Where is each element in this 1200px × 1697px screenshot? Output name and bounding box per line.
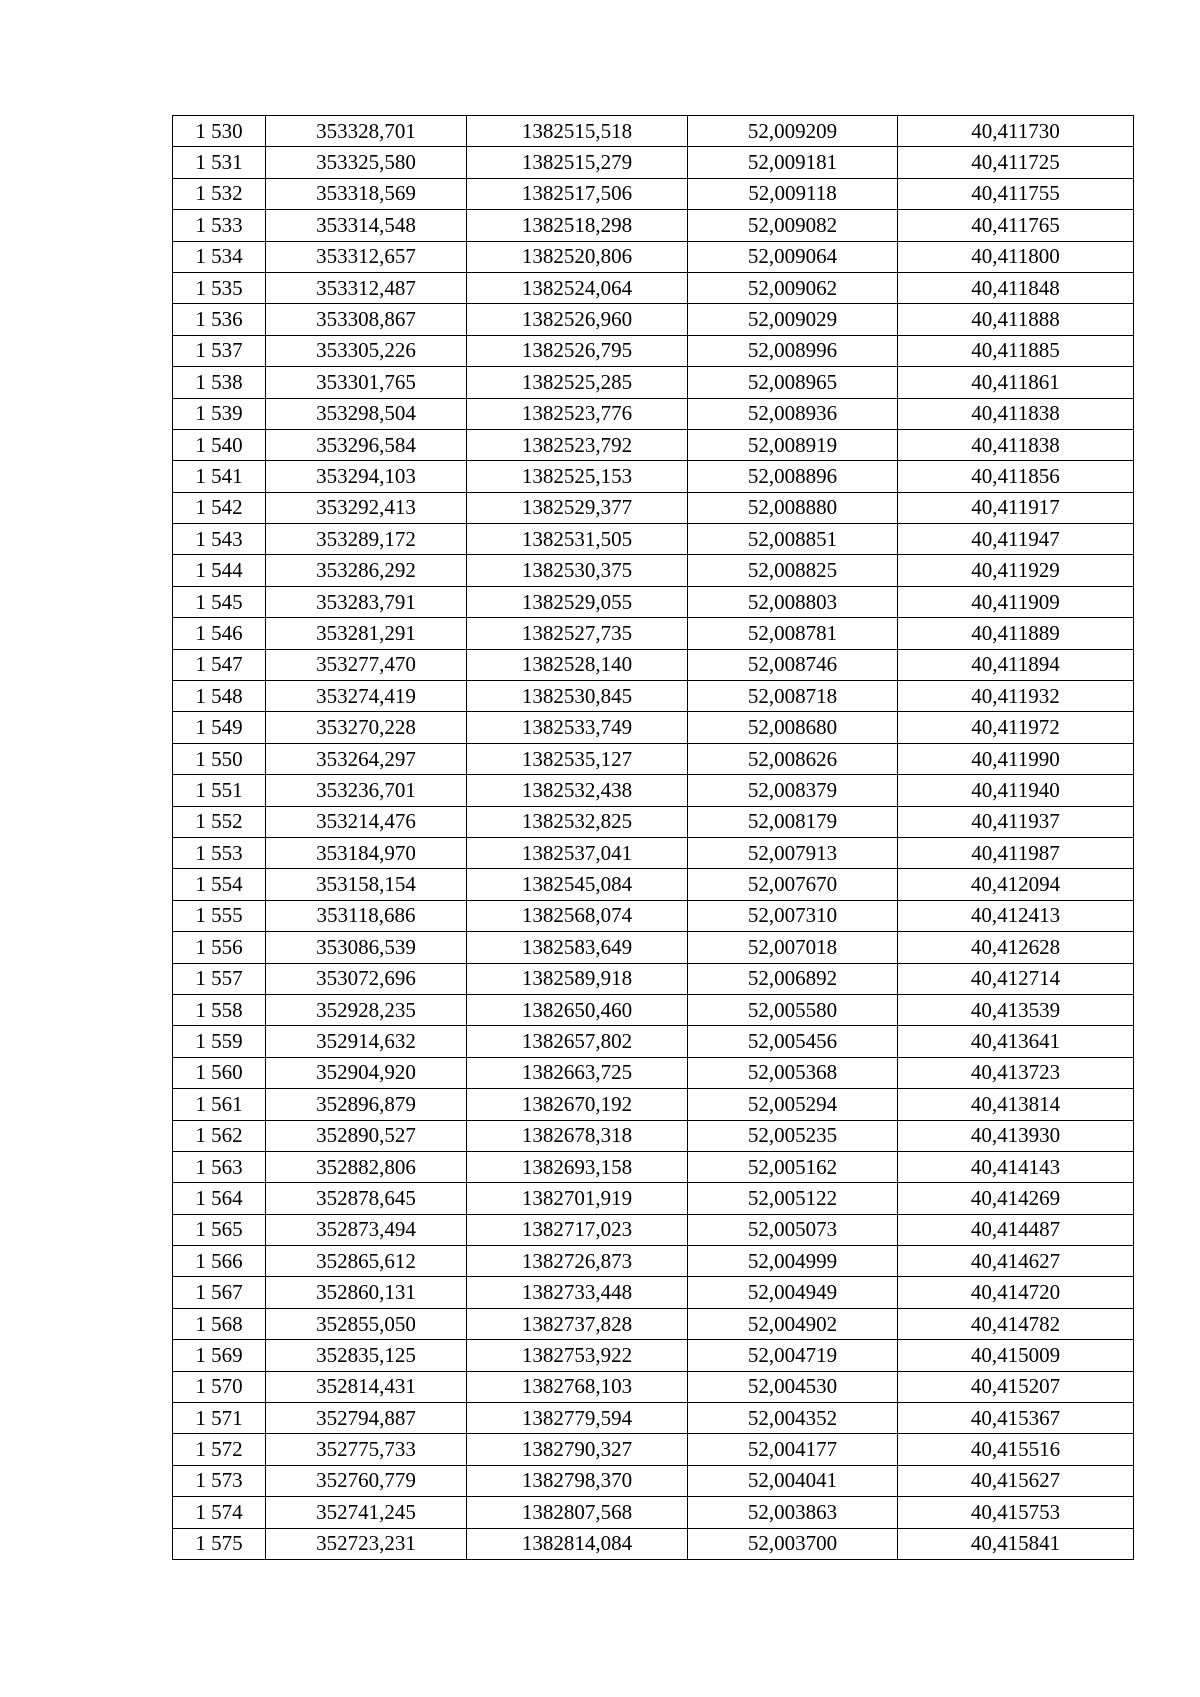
x-coordinate-cell: 353283,791 — [266, 586, 467, 617]
y-coordinate-cell: 1382532,825 — [467, 806, 688, 837]
table-row — [173, 461, 1134, 492]
point-number-cell: 1 541 — [173, 461, 266, 492]
x-coordinate-cell: 353274,419 — [266, 681, 467, 712]
table-row — [173, 524, 1134, 555]
x-coordinate-cell: 353072,696 — [266, 963, 467, 994]
latitude-cell: 52,008379 — [688, 775, 898, 806]
coordinates-table — [172, 115, 1134, 1560]
x-coordinate-cell: 353298,504 — [266, 398, 467, 429]
y-coordinate-cell: 1382733,448 — [467, 1277, 688, 1308]
y-coordinate-cell: 1382530,845 — [467, 681, 688, 712]
latitude-cell: 52,009064 — [688, 241, 898, 272]
longitude-cell: 40,411838 — [898, 398, 1134, 429]
table-row — [173, 806, 1134, 837]
y-coordinate-cell: 1382814,084 — [467, 1528, 688, 1559]
x-coordinate-cell: 353325,580 — [266, 147, 467, 178]
table-row — [173, 1528, 1134, 1559]
y-coordinate-cell: 1382515,279 — [467, 147, 688, 178]
point-number-cell: 1 546 — [173, 618, 266, 649]
longitude-cell: 40,411725 — [898, 147, 1134, 178]
point-number-cell: 1 534 — [173, 241, 266, 272]
longitude-cell: 40,412628 — [898, 932, 1134, 963]
longitude-cell: 40,413641 — [898, 1026, 1134, 1057]
longitude-cell: 40,413814 — [898, 1089, 1134, 1120]
point-number-cell: 1 551 — [173, 775, 266, 806]
latitude-cell: 52,004999 — [688, 1246, 898, 1277]
table-row — [173, 586, 1134, 617]
y-coordinate-cell: 1382517,506 — [467, 178, 688, 209]
x-coordinate-cell: 353086,539 — [266, 932, 467, 963]
x-coordinate-cell: 352896,879 — [266, 1089, 467, 1120]
latitude-cell: 52,008896 — [688, 461, 898, 492]
x-coordinate-cell: 353328,701 — [266, 116, 467, 147]
table-row — [173, 147, 1134, 178]
longitude-cell: 40,411856 — [898, 461, 1134, 492]
table-row — [173, 1497, 1134, 1528]
x-coordinate-cell: 353305,226 — [266, 335, 467, 366]
longitude-cell: 40,411972 — [898, 712, 1134, 743]
table-row — [173, 492, 1134, 523]
latitude-cell: 52,008936 — [688, 398, 898, 429]
x-coordinate-cell: 352928,235 — [266, 994, 467, 1025]
latitude-cell: 52,004902 — [688, 1308, 898, 1339]
latitude-cell: 52,008825 — [688, 555, 898, 586]
point-number-cell: 1 536 — [173, 304, 266, 335]
y-coordinate-cell: 1382657,802 — [467, 1026, 688, 1057]
latitude-cell: 52,008746 — [688, 649, 898, 680]
y-coordinate-cell: 1382790,327 — [467, 1434, 688, 1465]
y-coordinate-cell: 1382530,375 — [467, 555, 688, 586]
x-coordinate-cell: 353236,701 — [266, 775, 467, 806]
table-row — [173, 1340, 1134, 1371]
table-row — [173, 681, 1134, 712]
latitude-cell: 52,005456 — [688, 1026, 898, 1057]
y-coordinate-cell: 1382532,438 — [467, 775, 688, 806]
x-coordinate-cell: 352723,231 — [266, 1528, 467, 1559]
longitude-cell: 40,414487 — [898, 1214, 1134, 1245]
latitude-cell: 52,005122 — [688, 1183, 898, 1214]
x-coordinate-cell: 352775,733 — [266, 1434, 467, 1465]
y-coordinate-cell: 1382737,828 — [467, 1308, 688, 1339]
y-coordinate-cell: 1382520,806 — [467, 241, 688, 272]
y-coordinate-cell: 1382663,725 — [467, 1057, 688, 1088]
x-coordinate-cell: 353286,292 — [266, 555, 467, 586]
y-coordinate-cell: 1382583,649 — [467, 932, 688, 963]
point-number-cell: 1 562 — [173, 1120, 266, 1151]
latitude-cell: 52,004352 — [688, 1403, 898, 1434]
longitude-cell: 40,414782 — [898, 1308, 1134, 1339]
point-number-cell: 1 557 — [173, 963, 266, 994]
longitude-cell: 40,411800 — [898, 241, 1134, 272]
x-coordinate-cell: 353270,228 — [266, 712, 467, 743]
latitude-cell: 52,004530 — [688, 1371, 898, 1402]
point-number-cell: 1 569 — [173, 1340, 266, 1371]
point-number-cell: 1 532 — [173, 178, 266, 209]
y-coordinate-cell: 1382537,041 — [467, 837, 688, 868]
point-number-cell: 1 561 — [173, 1089, 266, 1120]
latitude-cell: 52,004949 — [688, 1277, 898, 1308]
x-coordinate-cell: 353118,686 — [266, 900, 467, 931]
y-coordinate-cell: 1382701,919 — [467, 1183, 688, 1214]
longitude-cell: 40,414143 — [898, 1151, 1134, 1182]
longitude-cell: 40,413723 — [898, 1057, 1134, 1088]
table-row — [173, 837, 1134, 868]
y-coordinate-cell: 1382678,318 — [467, 1120, 688, 1151]
table-row — [173, 398, 1134, 429]
longitude-cell: 40,411929 — [898, 555, 1134, 586]
x-coordinate-cell: 353277,470 — [266, 649, 467, 680]
table-row — [173, 775, 1134, 806]
x-coordinate-cell: 352914,632 — [266, 1026, 467, 1057]
table-row — [173, 649, 1134, 680]
point-number-cell: 1 530 — [173, 116, 266, 147]
longitude-cell: 40,412094 — [898, 869, 1134, 900]
longitude-cell: 40,412413 — [898, 900, 1134, 931]
point-number-cell: 1 545 — [173, 586, 266, 617]
y-coordinate-cell: 1382523,792 — [467, 429, 688, 460]
longitude-cell: 40,415009 — [898, 1340, 1134, 1371]
x-coordinate-cell: 353281,291 — [266, 618, 467, 649]
table-row — [173, 1403, 1134, 1434]
latitude-cell: 52,008851 — [688, 524, 898, 555]
longitude-cell: 40,412714 — [898, 963, 1134, 994]
table-row — [173, 304, 1134, 335]
latitude-cell: 52,008781 — [688, 618, 898, 649]
longitude-cell: 40,411987 — [898, 837, 1134, 868]
x-coordinate-cell: 352855,050 — [266, 1308, 467, 1339]
point-number-cell: 1 544 — [173, 555, 266, 586]
longitude-cell: 40,411917 — [898, 492, 1134, 523]
longitude-cell: 40,411932 — [898, 681, 1134, 712]
longitude-cell: 40,415207 — [898, 1371, 1134, 1402]
point-number-cell: 1 574 — [173, 1497, 266, 1528]
point-number-cell: 1 564 — [173, 1183, 266, 1214]
table-row — [173, 272, 1134, 303]
latitude-cell: 52,004177 — [688, 1434, 898, 1465]
latitude-cell: 52,004041 — [688, 1465, 898, 1496]
y-coordinate-cell: 1382693,158 — [467, 1151, 688, 1182]
longitude-cell: 40,415627 — [898, 1465, 1134, 1496]
y-coordinate-cell: 1382535,127 — [467, 743, 688, 774]
longitude-cell: 40,411848 — [898, 272, 1134, 303]
table-row — [173, 1026, 1134, 1057]
latitude-cell: 52,009118 — [688, 178, 898, 209]
table-row — [173, 178, 1134, 209]
latitude-cell: 52,008880 — [688, 492, 898, 523]
longitude-cell: 40,411755 — [898, 178, 1134, 209]
point-number-cell: 1 543 — [173, 524, 266, 555]
longitude-cell: 40,411861 — [898, 367, 1134, 398]
point-number-cell: 1 573 — [173, 1465, 266, 1496]
longitude-cell: 40,411937 — [898, 806, 1134, 837]
point-number-cell: 1 566 — [173, 1246, 266, 1277]
latitude-cell: 52,008965 — [688, 367, 898, 398]
point-number-cell: 1 555 — [173, 900, 266, 931]
latitude-cell: 52,008996 — [688, 335, 898, 366]
table-row — [173, 1434, 1134, 1465]
y-coordinate-cell: 1382523,776 — [467, 398, 688, 429]
point-number-cell: 1 552 — [173, 806, 266, 837]
point-number-cell: 1 550 — [173, 743, 266, 774]
table-row — [173, 335, 1134, 366]
latitude-cell: 52,009209 — [688, 116, 898, 147]
longitude-cell: 40,411894 — [898, 649, 1134, 680]
x-coordinate-cell: 353158,154 — [266, 869, 467, 900]
point-number-cell: 1 533 — [173, 210, 266, 241]
point-number-cell: 1 556 — [173, 932, 266, 963]
x-coordinate-cell: 352873,494 — [266, 1214, 467, 1245]
x-coordinate-cell: 352882,806 — [266, 1151, 467, 1182]
x-coordinate-cell: 353296,584 — [266, 429, 467, 460]
y-coordinate-cell: 1382779,594 — [467, 1403, 688, 1434]
table-row — [173, 932, 1134, 963]
longitude-cell: 40,414269 — [898, 1183, 1134, 1214]
latitude-cell: 52,005294 — [688, 1089, 898, 1120]
point-number-cell: 1 565 — [173, 1214, 266, 1245]
longitude-cell: 40,411889 — [898, 618, 1134, 649]
table-row — [173, 1183, 1134, 1214]
longitude-cell: 40,411947 — [898, 524, 1134, 555]
point-number-cell: 1 567 — [173, 1277, 266, 1308]
y-coordinate-cell: 1382524,064 — [467, 272, 688, 303]
point-number-cell: 1 575 — [173, 1528, 266, 1559]
longitude-cell: 40,415516 — [898, 1434, 1134, 1465]
longitude-cell: 40,411990 — [898, 743, 1134, 774]
latitude-cell: 52,005580 — [688, 994, 898, 1025]
table-row — [173, 555, 1134, 586]
y-coordinate-cell: 1382545,084 — [467, 869, 688, 900]
table-row — [173, 1371, 1134, 1402]
table-row — [173, 1057, 1134, 1088]
y-coordinate-cell: 1382670,192 — [467, 1089, 688, 1120]
table-row — [173, 1089, 1134, 1120]
latitude-cell: 52,005073 — [688, 1214, 898, 1245]
x-coordinate-cell: 353264,297 — [266, 743, 467, 774]
point-number-cell: 1 547 — [173, 649, 266, 680]
y-coordinate-cell: 1382526,795 — [467, 335, 688, 366]
table-row — [173, 618, 1134, 649]
x-coordinate-cell: 353301,765 — [266, 367, 467, 398]
latitude-cell: 52,009029 — [688, 304, 898, 335]
x-coordinate-cell: 352890,527 — [266, 1120, 467, 1151]
table-row — [173, 1308, 1134, 1339]
table-row — [173, 994, 1134, 1025]
x-coordinate-cell: 352904,920 — [266, 1057, 467, 1088]
x-coordinate-cell: 353292,413 — [266, 492, 467, 523]
point-number-cell: 1 563 — [173, 1151, 266, 1182]
y-coordinate-cell: 1382798,370 — [467, 1465, 688, 1496]
point-number-cell: 1 560 — [173, 1057, 266, 1088]
y-coordinate-cell: 1382533,749 — [467, 712, 688, 743]
y-coordinate-cell: 1382807,568 — [467, 1497, 688, 1528]
table-row — [173, 743, 1134, 774]
latitude-cell: 52,007018 — [688, 932, 898, 963]
point-number-cell: 1 553 — [173, 837, 266, 868]
point-number-cell: 1 558 — [173, 994, 266, 1025]
longitude-cell: 40,411888 — [898, 304, 1134, 335]
latitude-cell: 52,008179 — [688, 806, 898, 837]
latitude-cell: 52,008919 — [688, 429, 898, 460]
y-coordinate-cell: 1382768,103 — [467, 1371, 688, 1402]
point-number-cell: 1 535 — [173, 272, 266, 303]
latitude-cell: 52,008803 — [688, 586, 898, 617]
y-coordinate-cell: 1382527,735 — [467, 618, 688, 649]
x-coordinate-cell: 352860,131 — [266, 1277, 467, 1308]
point-number-cell: 1 570 — [173, 1371, 266, 1402]
table-row — [173, 1465, 1134, 1496]
table-row — [173, 116, 1134, 147]
table-row — [173, 1120, 1134, 1151]
y-coordinate-cell: 1382650,460 — [467, 994, 688, 1025]
latitude-cell: 52,009082 — [688, 210, 898, 241]
latitude-cell: 52,009062 — [688, 272, 898, 303]
x-coordinate-cell: 353289,172 — [266, 524, 467, 555]
y-coordinate-cell: 1382529,055 — [467, 586, 688, 617]
point-number-cell: 1 559 — [173, 1026, 266, 1057]
y-coordinate-cell: 1382589,918 — [467, 963, 688, 994]
x-coordinate-cell: 352835,125 — [266, 1340, 467, 1371]
point-number-cell: 1 537 — [173, 335, 266, 366]
latitude-cell: 52,004719 — [688, 1340, 898, 1371]
latitude-cell: 52,007310 — [688, 900, 898, 931]
point-number-cell: 1 540 — [173, 429, 266, 460]
table-row — [173, 712, 1134, 743]
latitude-cell: 52,005368 — [688, 1057, 898, 1088]
coordinates-table-body — [173, 116, 1134, 1560]
x-coordinate-cell: 352814,431 — [266, 1371, 467, 1402]
x-coordinate-cell: 352794,887 — [266, 1403, 467, 1434]
y-coordinate-cell: 1382518,298 — [467, 210, 688, 241]
point-number-cell: 1 571 — [173, 1403, 266, 1434]
y-coordinate-cell: 1382531,505 — [467, 524, 688, 555]
x-coordinate-cell: 353318,569 — [266, 178, 467, 209]
y-coordinate-cell: 1382525,285 — [467, 367, 688, 398]
longitude-cell: 40,411765 — [898, 210, 1134, 241]
table-row — [173, 900, 1134, 931]
longitude-cell: 40,415367 — [898, 1403, 1134, 1434]
latitude-cell: 52,008680 — [688, 712, 898, 743]
table-row — [173, 1277, 1134, 1308]
longitude-cell: 40,411730 — [898, 116, 1134, 147]
latitude-cell: 52,003863 — [688, 1497, 898, 1528]
x-coordinate-cell: 353294,103 — [266, 461, 467, 492]
x-coordinate-cell: 353308,867 — [266, 304, 467, 335]
table-row — [173, 1214, 1134, 1245]
x-coordinate-cell: 352865,612 — [266, 1246, 467, 1277]
y-coordinate-cell: 1382529,377 — [467, 492, 688, 523]
y-coordinate-cell: 1382528,140 — [467, 649, 688, 680]
x-coordinate-cell: 353312,487 — [266, 272, 467, 303]
latitude-cell: 52,009181 — [688, 147, 898, 178]
longitude-cell: 40,414627 — [898, 1246, 1134, 1277]
table-row — [173, 963, 1134, 994]
longitude-cell: 40,415753 — [898, 1497, 1134, 1528]
y-coordinate-cell: 1382753,922 — [467, 1340, 688, 1371]
table-row — [173, 1151, 1134, 1182]
longitude-cell: 40,411885 — [898, 335, 1134, 366]
latitude-cell: 52,008626 — [688, 743, 898, 774]
x-coordinate-cell: 353214,476 — [266, 806, 467, 837]
longitude-cell: 40,411940 — [898, 775, 1134, 806]
point-number-cell: 1 542 — [173, 492, 266, 523]
y-coordinate-cell: 1382726,873 — [467, 1246, 688, 1277]
table-row — [173, 210, 1134, 241]
y-coordinate-cell: 1382717,023 — [467, 1214, 688, 1245]
longitude-cell: 40,415841 — [898, 1528, 1134, 1559]
x-coordinate-cell: 353312,657 — [266, 241, 467, 272]
x-coordinate-cell: 352741,245 — [266, 1497, 467, 1528]
x-coordinate-cell: 352760,779 — [266, 1465, 467, 1496]
table-row — [173, 869, 1134, 900]
point-number-cell: 1 554 — [173, 869, 266, 900]
latitude-cell: 52,005235 — [688, 1120, 898, 1151]
longitude-cell: 40,414720 — [898, 1277, 1134, 1308]
longitude-cell: 40,411909 — [898, 586, 1134, 617]
y-coordinate-cell: 1382568,074 — [467, 900, 688, 931]
longitude-cell: 40,413539 — [898, 994, 1134, 1025]
longitude-cell: 40,411838 — [898, 429, 1134, 460]
y-coordinate-cell: 1382525,153 — [467, 461, 688, 492]
latitude-cell: 52,008718 — [688, 681, 898, 712]
table-row — [173, 241, 1134, 272]
y-coordinate-cell: 1382526,960 — [467, 304, 688, 335]
latitude-cell: 52,007670 — [688, 869, 898, 900]
table-row — [173, 1246, 1134, 1277]
y-coordinate-cell: 1382515,518 — [467, 116, 688, 147]
latitude-cell: 52,003700 — [688, 1528, 898, 1559]
point-number-cell: 1 538 — [173, 367, 266, 398]
point-number-cell: 1 549 — [173, 712, 266, 743]
x-coordinate-cell: 353184,970 — [266, 837, 467, 868]
point-number-cell: 1 531 — [173, 147, 266, 178]
latitude-cell: 52,005162 — [688, 1151, 898, 1182]
latitude-cell: 52,006892 — [688, 963, 898, 994]
latitude-cell: 52,007913 — [688, 837, 898, 868]
longitude-cell: 40,413930 — [898, 1120, 1134, 1151]
point-number-cell: 1 568 — [173, 1308, 266, 1339]
table-row — [173, 429, 1134, 460]
x-coordinate-cell: 352878,645 — [266, 1183, 467, 1214]
table-row — [173, 367, 1134, 398]
point-number-cell: 1 548 — [173, 681, 266, 712]
point-number-cell: 1 572 — [173, 1434, 266, 1465]
x-coordinate-cell: 353314,548 — [266, 210, 467, 241]
point-number-cell: 1 539 — [173, 398, 266, 429]
